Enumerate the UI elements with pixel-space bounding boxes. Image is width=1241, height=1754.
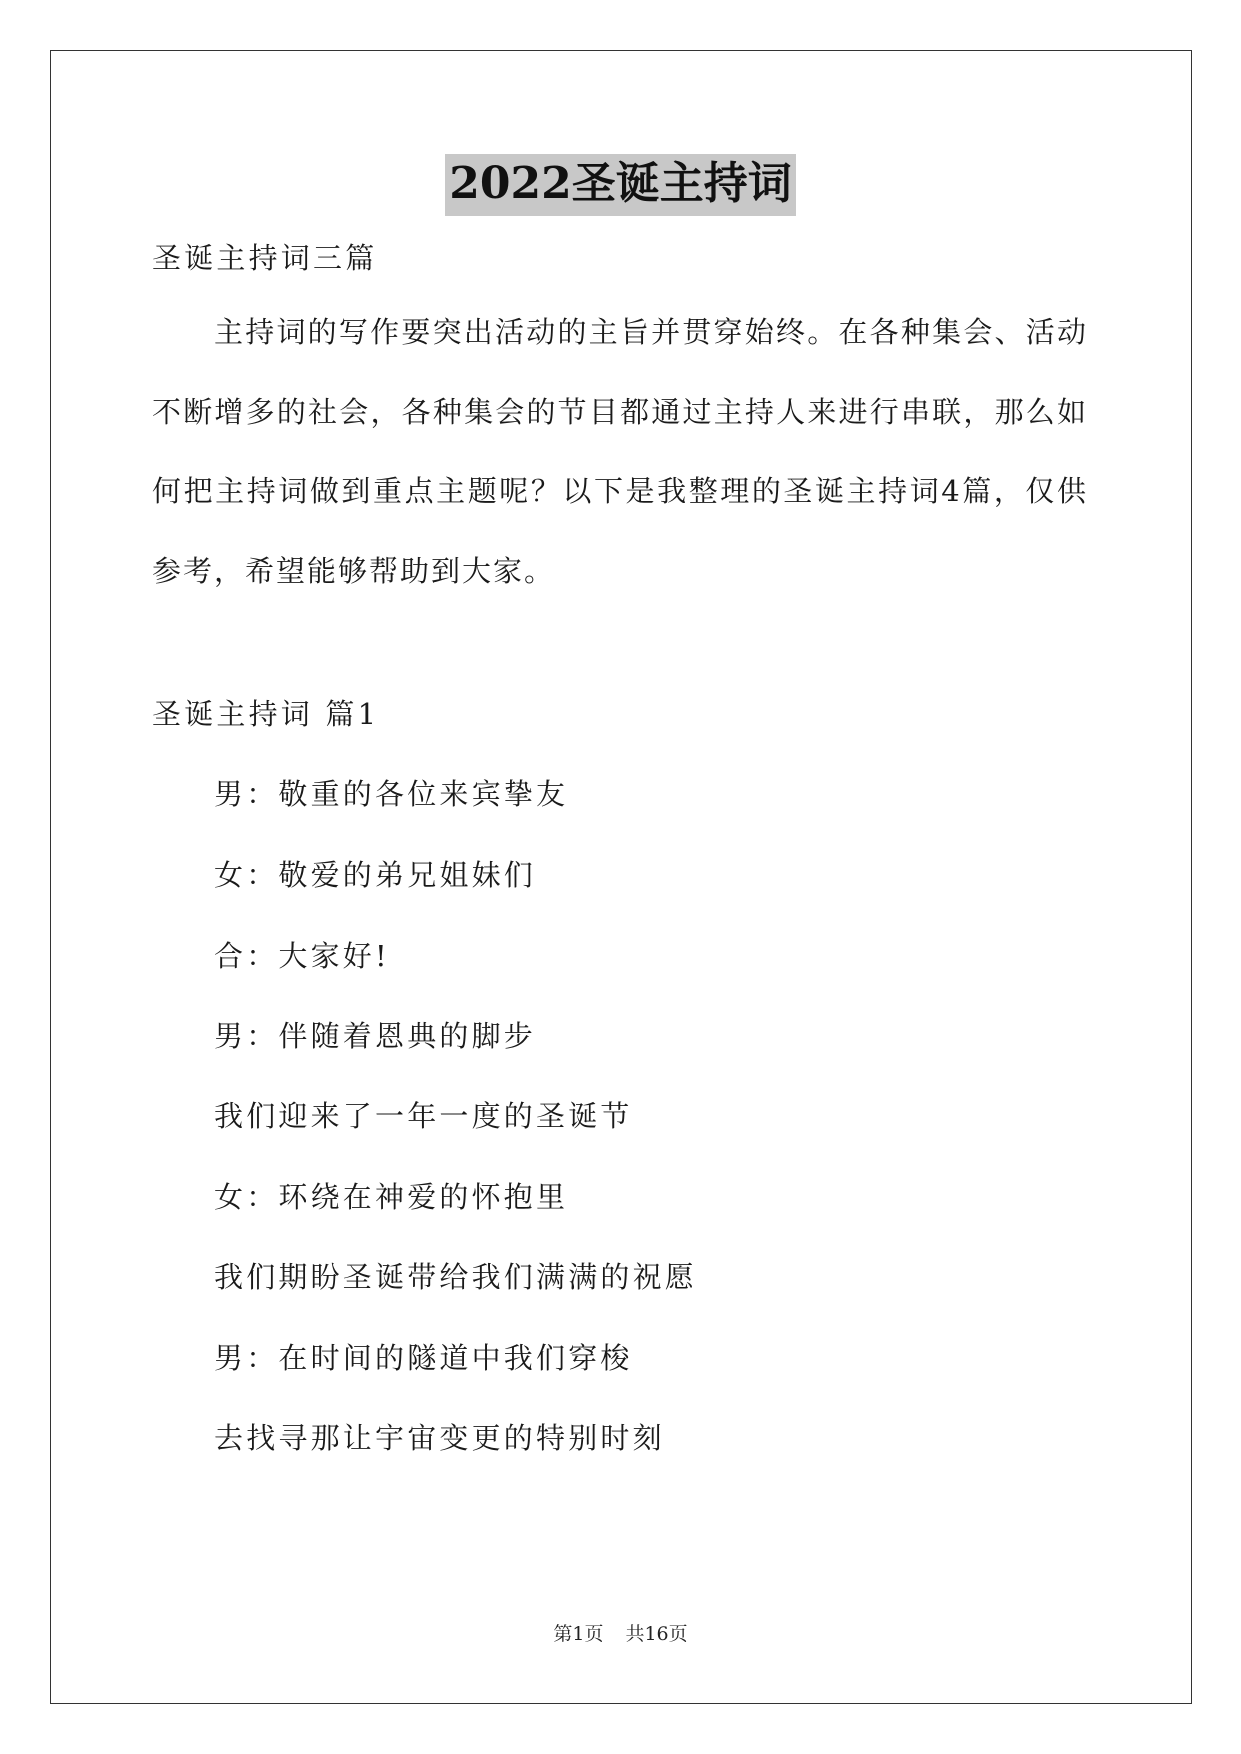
intro-paragraph-line: 主持词的写作要突出活动的主旨并贯穿始终。在各种集会、活动	[214, 315, 1088, 349]
page-total: 共16页	[625, 1623, 688, 1645]
script-line: 女：环绕在神爱的怀抱里	[214, 1180, 569, 1214]
intro-paragraph-line: 何把主持词做到重点主题呢？以下是我整理的圣诞主持词4篇，仅供	[152, 474, 1088, 508]
section-heading: 圣诞主持词 篇1	[152, 697, 380, 731]
script-line: 我们迎来了一年一度的圣诞节	[214, 1099, 633, 1133]
document-title: 2022圣诞主持词	[445, 154, 795, 216]
document-subtitle: 圣诞主持词三篇	[152, 241, 378, 275]
page-footer	[0, 1622, 1241, 1646]
script-line: 男：伴随着恩典的脚步	[214, 1019, 537, 1053]
title-container	[0, 154, 1241, 216]
page-number: 第1页	[553, 1623, 604, 1645]
script-line: 男：敬重的各位来宾挚友	[214, 777, 569, 811]
intro-paragraph-line: 参考，希望能够帮助到大家。	[152, 554, 556, 588]
script-line: 合：大家好!	[214, 939, 390, 973]
script-line: 去找寻那让宇宙变更的特别时刻	[214, 1421, 665, 1455]
script-line: 男：在时间的隧道中我们穿梭	[214, 1341, 633, 1375]
script-line: 女：敬爱的弟兄姐妹们	[214, 858, 537, 892]
script-line: 我们期盼圣诞带给我们满满的祝愿	[214, 1260, 698, 1294]
intro-paragraph-line: 不断增多的社会，各种集会的节目都通过主持人来进行串联，那么如	[152, 395, 1088, 429]
